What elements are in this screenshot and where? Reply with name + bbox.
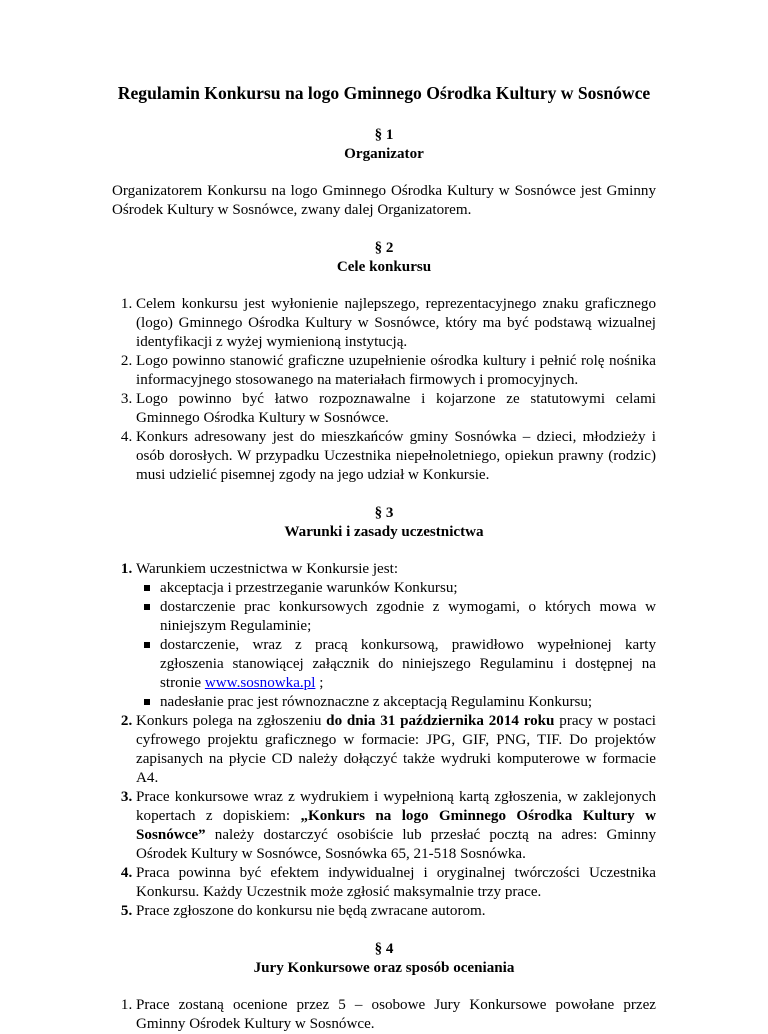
section-3-list [112, 560, 656, 921]
section-2 [112, 239, 656, 485]
square-bullet-icon [144, 604, 150, 610]
section-4-list [112, 996, 656, 1034]
square-bullet-icon [144, 585, 150, 591]
section-4-number: § 4 [374, 941, 394, 957]
section-4-title: Jury Konkursowe oraz sposób oceniania [253, 960, 515, 976]
square-bullet-icon [144, 699, 150, 705]
section-2-number: § 2 [374, 240, 394, 256]
list-item-intro: Warunkiem uczestnictwa w Konkursie jest: [136, 561, 399, 577]
list-item [136, 560, 656, 712]
website-link[interactable]: www.sosnowka.pl [204, 675, 316, 691]
section-1 [112, 126, 656, 220]
deadline-text: do dnia 31 października 2014 roku [326, 713, 555, 729]
bullet-item: dostarczenie, wraz z pracą konkursową, prawidłowo wypełnionej karty zgłoszenia stanowiącej załącznik do niniejszego Regulaminu i dostępnej na stronie www.sosnowka.pl ; [160, 636, 656, 693]
section-1-title: Organizator [344, 146, 424, 162]
section-4 [112, 940, 656, 1034]
section-1-number: § 1 [374, 127, 394, 143]
section-3-title: Warunki i zasady uczestnictwa [284, 524, 484, 540]
list-item: 4. Praca powinna być efektem indywidualnej i oryginalnej twórczości Uczestnika Konkursu. Każdy Uczestnik może zgłosić maksymalnie trzy prace. [136, 864, 656, 902]
list-item: 3. Logo powinno być łatwo rozpoznawalne i kojarzone ze statutowymi celami Gminnego Ośrodka Kultury w Sosnówce. [136, 390, 656, 428]
section-3-number: § 3 [374, 505, 394, 521]
list-item: 1. Prace zostaną ocenione przez 5 – osobowe Jury Konkursowe powołane przez Gminny Ośrodek Kultury w Sosnówce. [136, 996, 656, 1034]
section-2-title: Cele konkursu [336, 259, 432, 275]
section-3 [112, 504, 656, 921]
bullet-list [136, 579, 656, 712]
envelope-label-text: „Konkurs na logo Gminnego Ośrodka Kultury w Sosnówce” [136, 808, 656, 843]
list-item: 1. Celem konkursu jest wyłonienie najlepszego, reprezentacyjnego znaku graficznego (logo) Gminnego Ośrodka Kultury w Sosnówce, który ma być podstawą wizualnej identyfikacji z wyżej wymienioną instytucją. [136, 295, 656, 352]
document-title: Regulamin Konkursu na logo Gminnego Ośrodka Kultury w Sosnówce [117, 83, 651, 103]
list-item: 3. Prace konkursowe wraz z wydrukiem i wypełnioną kartą zgłoszenia, w zaklejonych kopertach z dopiskiem: „Konkurs na logo Gminnego Ośrodka Kultury w Sosnówce” należy dostarczyć osobiście lub przesłać pocztą na adres: Gminny Ośrodek Kultury w Sosnówce, Sosnówka 65, 21-518 Sosnówka. [136, 788, 656, 864]
section-2-list [112, 295, 656, 485]
section-1-text: Organizatorem Konkursu na logo Gminnego Ośrodka Kultury w Sosnówce jest Gminny Ośrodek Kultury w Sosnówce, zwany dalej Organizatorem. [112, 183, 656, 218]
list-item: 2. Konkurs polega na zgłoszeniu do dnia 31 października 2014 roku pracy w postaci cyfrowego projektu graficznego w formacie: JPG, GIF, PNG, TIF. Do projektów zapisanych na płycie CD należy dołączyć także wydruki komputerowe w formacie A4. [136, 712, 656, 788]
list-item: 5. Prace zgłoszone do konkursu nie będą zwracane autorom. [136, 902, 656, 921]
square-bullet-icon [144, 642, 150, 648]
bullet-item: akceptacja i przestrzeganie warunków Konkursu; [160, 579, 656, 598]
bullet-item: nadesłanie prac jest równoznaczne z akceptacją Regulaminu Konkursu; [160, 693, 656, 712]
bullet-item: dostarczenie prac konkursowych zgodnie z wymogami, o których mowa w niniejszym Regulaminie; [160, 598, 656, 636]
list-item: 4. Konkurs adresowany jest do mieszkańców gminy Sosnówka – dzieci, młodzieży i osób dorosłych. W przypadku Uczestnika niepełnoletniego, opiekun prawny (rodzic) musi udzielić pisemnej zgody na jego udział w Konkursie. [136, 428, 656, 485]
list-item: 2. Logo powinno stanowić graficzne uzupełnienie ośrodka kultury i pełnić rolę nośnika informacyjnego stosowanego na materiałach firmowych i promocyjnych. [136, 352, 656, 390]
